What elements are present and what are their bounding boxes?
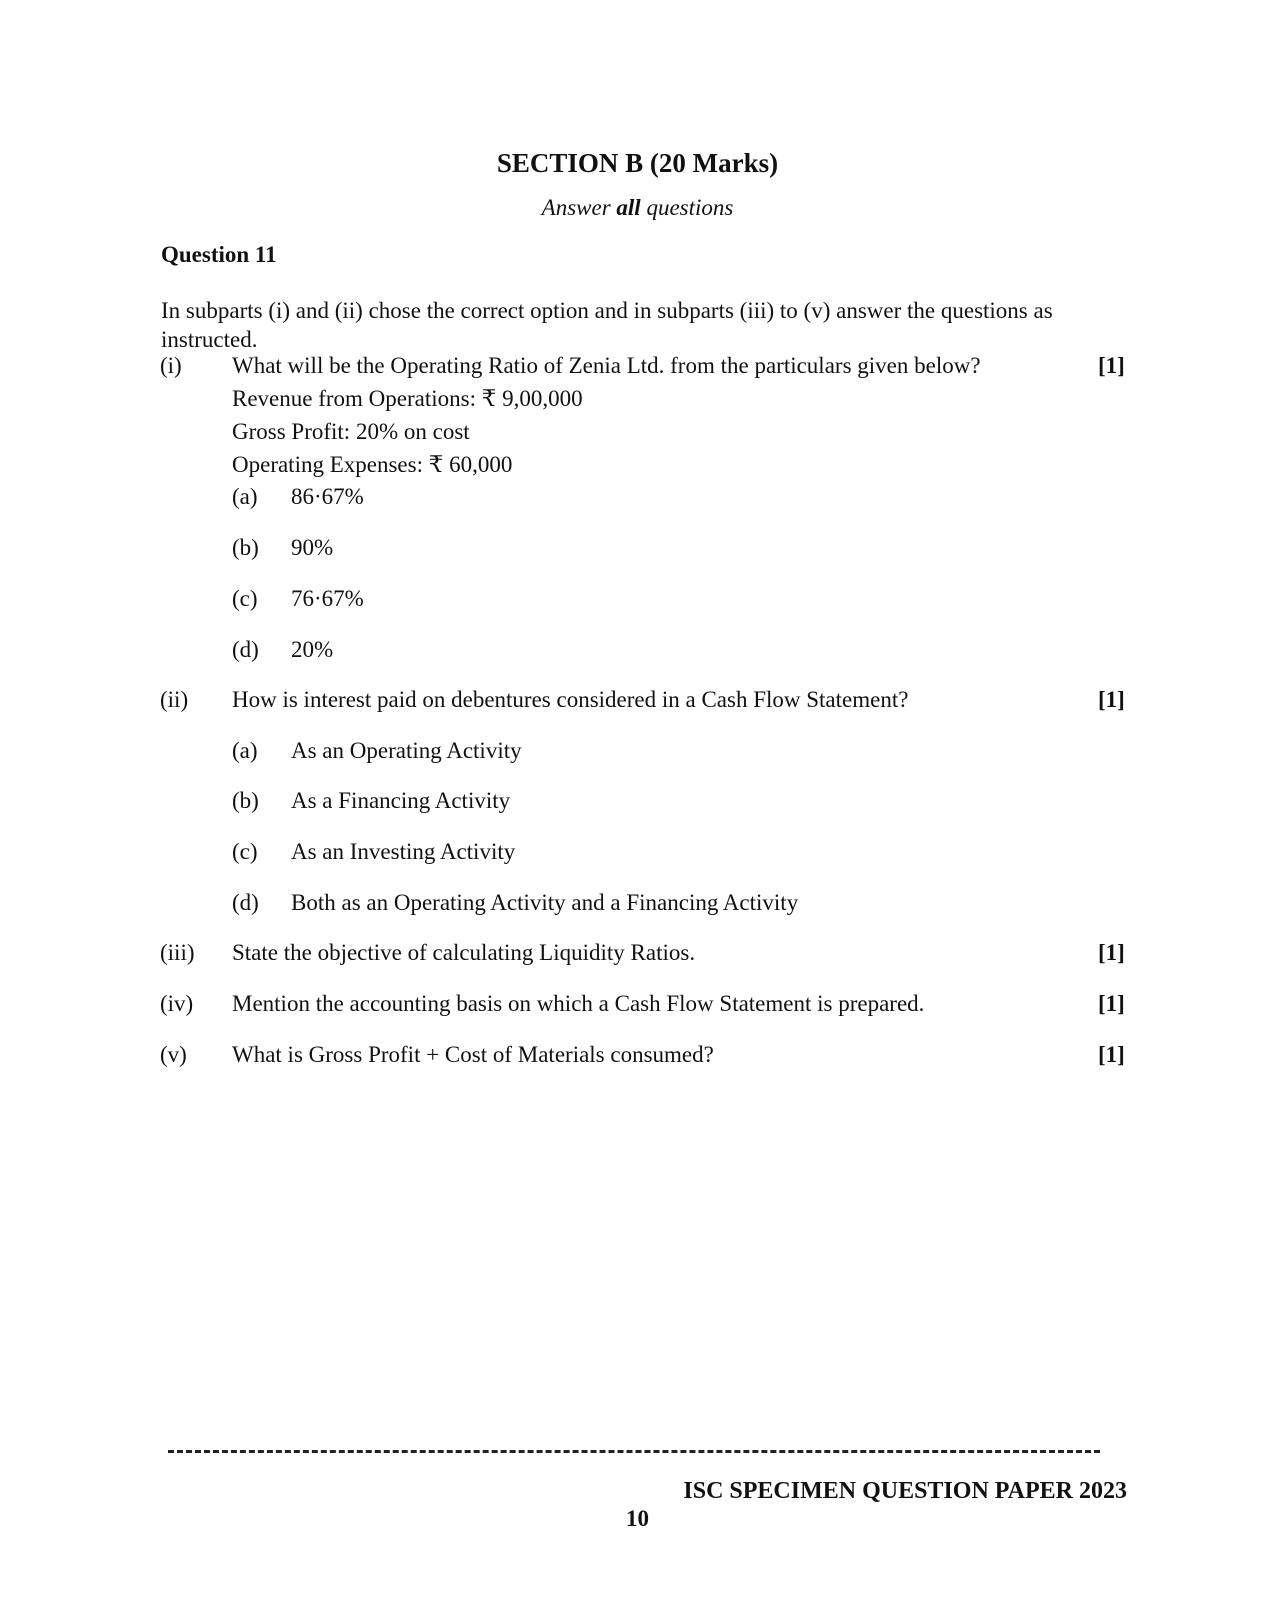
option-label: (c) [232,839,258,864]
subpart-number: (iv) [160,991,194,1016]
option-label: (b) [232,788,259,813]
subpart-question: What is Gross Profit + Cost of Materials consumed? [232,1042,714,1067]
option-text: As an Investing Activity [291,839,516,864]
marks-label: [1] [1098,1042,1125,1067]
marks-label: [1] [1098,991,1125,1016]
subpart-question: Mention the accounting basis on which a Cash Flow Statement is prepared. [232,991,925,1016]
page-number: 10 [626,1506,649,1531]
section-title: SECTION B (20 Marks) [496,148,779,178]
option-text: 90% [291,535,334,560]
subpart-number: (i) [160,353,182,378]
option-text: 20% [291,637,334,662]
option-text: Both as an Operating Activity and a Financing Activity [291,890,799,915]
detail-operating-expenses: Operating Expenses: ₹ 60,000 [232,452,513,477]
subpart-question: What will be the Operating Ratio of Zenia Ltd. from the particulars given below? [232,353,981,378]
instruction-post: questions [640,195,734,220]
subpart-number: (v) [160,1042,187,1067]
option-text: 86·67% [291,484,364,509]
instruction-bold: all [616,195,641,220]
subpart-question: How is interest paid on debentures considered in a Cash Flow Statement? [232,687,909,712]
option-label: (b) [232,535,259,560]
option-label: (a) [232,484,258,509]
subpart-question: State the objective of calculating Liquidity Ratios. [232,940,696,965]
detail-gross-profit: Gross Profit: 20% on cost [232,419,470,444]
marks-label: [1] [1098,687,1125,712]
subpart-number: (ii) [160,687,189,712]
question-heading: Question 11 [161,242,277,267]
option-label: (d) [232,637,259,662]
option-label: (c) [232,586,258,611]
instruction-pre: Answer [541,195,617,220]
marks-label: [1] [1098,353,1125,378]
option-label: (a) [232,738,258,763]
question-intro: In subparts (i) and (ii) chose the correct option and in subparts (iii) to (v) answer the questions as instructed. [161,298,1053,352]
section-instruction [0,195,1275,221]
footer-divider [168,1450,1100,1453]
option-text: 76·67% [291,586,364,611]
footer-paper-title: ISC SPECIMEN QUESTION PAPER 2023 [683,1478,1127,1504]
option-label: (d) [232,890,259,915]
detail-revenue: Revenue from Operations: ₹ 9,00,000 [232,386,583,411]
subpart-number: (iii) [160,940,195,965]
option-text: As an Operating Activity [291,738,522,763]
option-text: As a Financing Activity [291,788,511,813]
marks-label: [1] [1098,940,1125,965]
